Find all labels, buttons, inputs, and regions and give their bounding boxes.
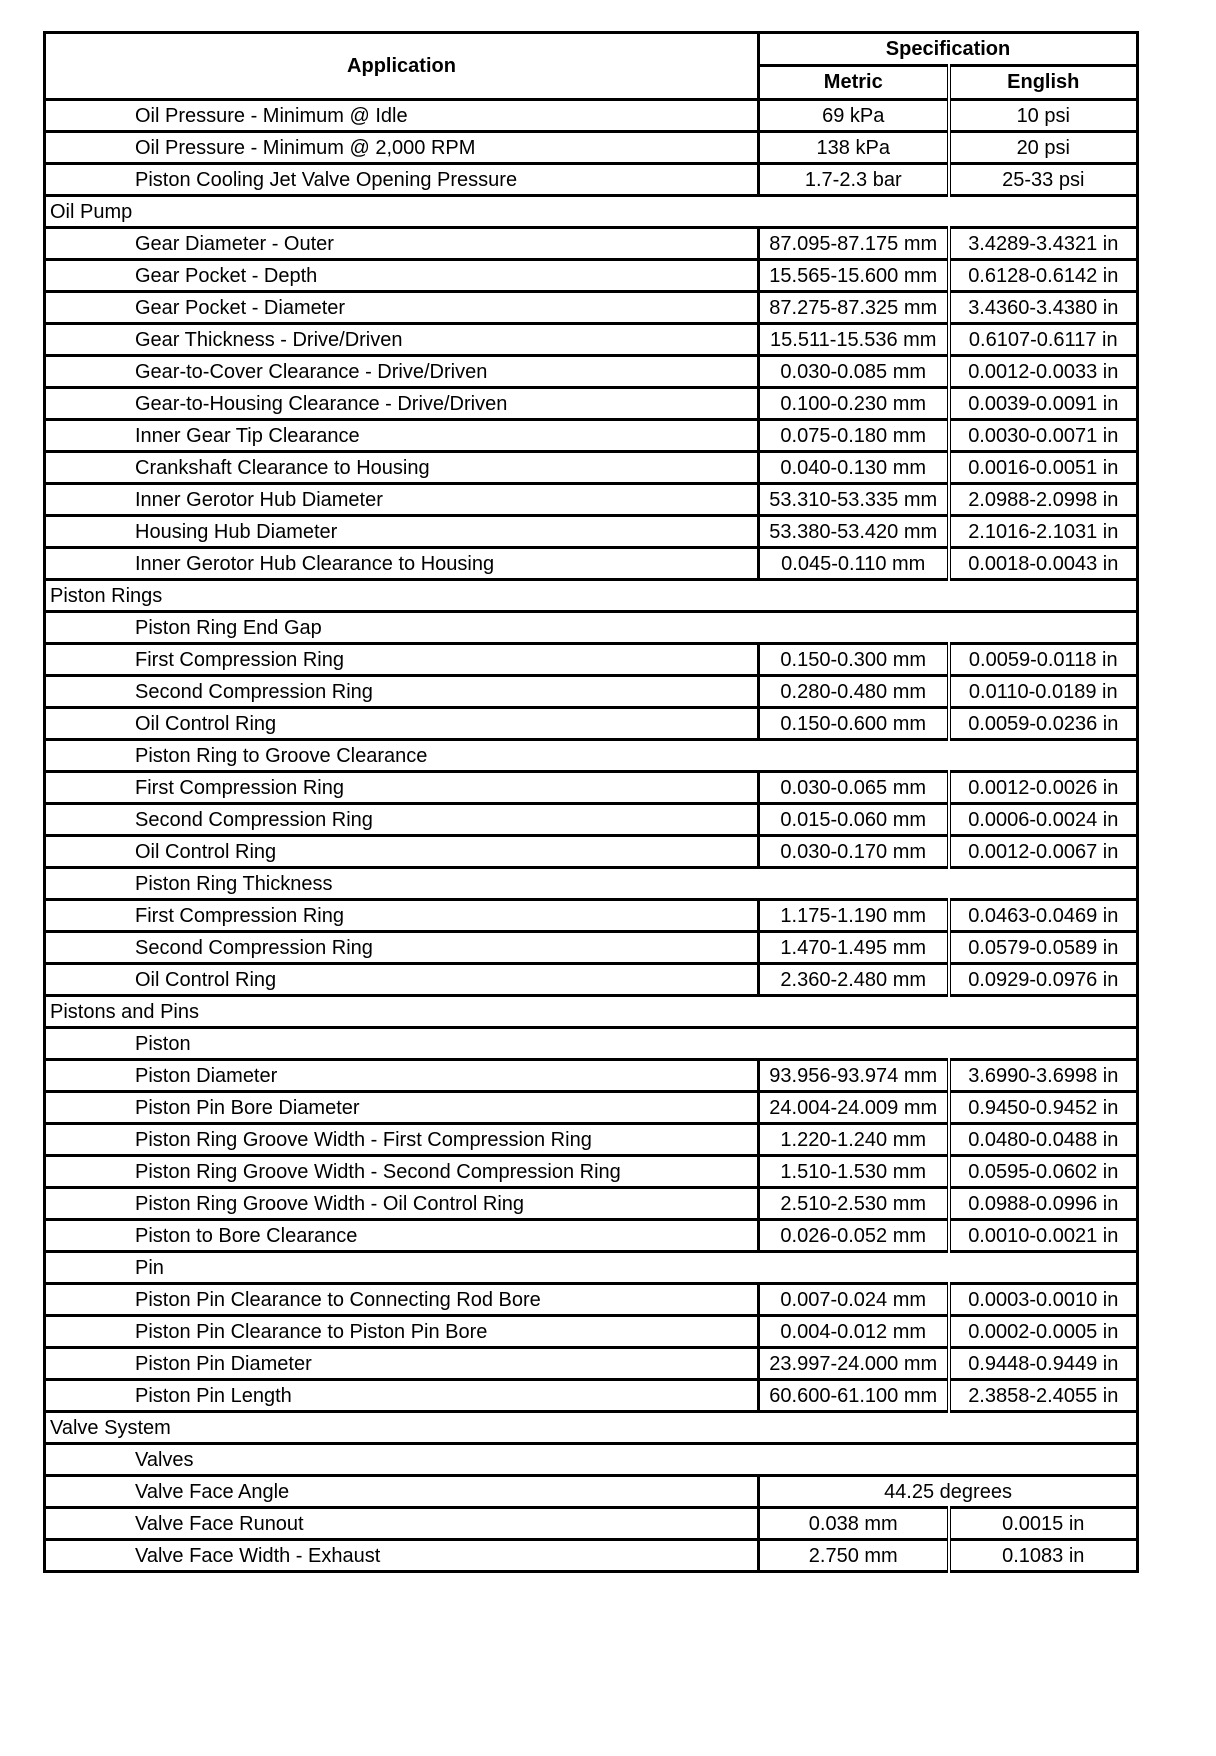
metric-value: 0.030-0.085 mm [759,356,949,388]
table-row [45,1124,1138,1156]
application-label: Second Compression Ring [45,932,759,964]
application-label: Gear-to-Housing Clearance - Drive/Driven [45,388,759,420]
subsection-row [45,1028,1138,1060]
table-row [45,804,1138,836]
metric-value: 1.175-1.190 mm [759,900,949,932]
subsection-row [45,740,1138,772]
application-label: Gear Pocket - Depth [45,260,759,292]
table-row [45,1380,1138,1412]
metric-value: 0.026-0.052 mm [759,1220,949,1252]
application-label: Valve Face Width - Exhaust [45,1540,759,1572]
english-value: 0.0018-0.0043 in [949,548,1138,580]
english-value: 3.6990-3.6998 in [949,1060,1138,1092]
english-value: 0.0016-0.0051 in [949,452,1138,484]
header-english: English [949,65,1138,99]
english-value: 0.0110-0.0189 in [949,676,1138,708]
application-label: Piston Ring Groove Width - First Compression Ring [45,1124,759,1156]
header-specification: Specification [759,33,1138,66]
english-value: 0.0030-0.0071 in [949,420,1138,452]
application-label: Oil Pressure - Minimum @ Idle [45,100,759,132]
subsection-title: Piston [45,1028,1138,1060]
subsection-title: Piston Ring to Groove Clearance [45,740,1138,772]
application-label: Gear Thickness - Drive/Driven [45,324,759,356]
application-label: Valve Face Runout [45,1508,759,1540]
english-value: 0.1083 in [949,1540,1138,1572]
application-label: Piston Pin Clearance to Piston Pin Bore [45,1316,759,1348]
table-row [45,484,1138,516]
english-value: 2.1016-2.1031 in [949,516,1138,548]
english-value: 0.0010-0.0021 in [949,1220,1138,1252]
metric-value: 0.100-0.230 mm [759,388,949,420]
application-label: Crankshaft Clearance to Housing [45,452,759,484]
metric-value: 0.280-0.480 mm [759,676,949,708]
table-row [45,260,1138,292]
english-value: 2.3858-2.4055 in [949,1380,1138,1412]
metric-value: 87.095-87.175 mm [759,228,949,260]
application-label: Piston Pin Clearance to Connecting Rod Bore [45,1284,759,1316]
metric-value: 0.015-0.060 mm [759,804,949,836]
metric-value: 2.750 mm [759,1540,949,1572]
subsection-title: Piston Ring End Gap [45,612,1138,644]
metric-value: 1.220-1.240 mm [759,1124,949,1156]
metric-value: 93.956-93.974 mm [759,1060,949,1092]
table-row [45,1220,1138,1252]
table-row [45,708,1138,740]
spec-value: 44.25 degrees [759,1476,1138,1508]
english-value: 0.0015 in [949,1508,1138,1540]
table-row [45,1540,1138,1572]
english-value: 20 psi [949,132,1138,164]
subsection-row [45,1252,1138,1284]
application-label: Gear Diameter - Outer [45,228,759,260]
english-value: 0.0059-0.0118 in [949,644,1138,676]
english-value: 3.4289-3.4321 in [949,228,1138,260]
section-row [45,196,1138,228]
metric-value: 0.150-0.300 mm [759,644,949,676]
table-body [45,100,1138,1572]
metric-value: 0.075-0.180 mm [759,420,949,452]
table-row [45,964,1138,996]
metric-value: 15.511-15.536 mm [759,324,949,356]
metric-value: 15.565-15.600 mm [759,260,949,292]
table-row [45,1060,1138,1092]
application-label: Piston Pin Length [45,1380,759,1412]
english-value: 0.0988-0.0996 in [949,1188,1138,1220]
english-value: 0.0579-0.0589 in [949,932,1138,964]
metric-value: 0.038 mm [759,1508,949,1540]
table-row [45,932,1138,964]
english-value: 25-33 psi [949,164,1138,196]
application-label: Piston Pin Bore Diameter [45,1092,759,1124]
table-row [45,772,1138,804]
english-value: 3.4360-3.4380 in [949,292,1138,324]
table-row [45,644,1138,676]
english-value: 0.0002-0.0005 in [949,1316,1138,1348]
table-row [45,1316,1138,1348]
english-value: 0.0039-0.0091 in [949,388,1138,420]
subsection-row [45,868,1138,900]
english-value: 0.9450-0.9452 in [949,1092,1138,1124]
table-row [45,1188,1138,1220]
application-label: First Compression Ring [45,900,759,932]
metric-value: 138 kPa [759,132,949,164]
application-label: Oil Control Ring [45,836,759,868]
english-value: 0.6107-0.6117 in [949,324,1138,356]
metric-value: 0.040-0.130 mm [759,452,949,484]
table-row [45,1092,1138,1124]
metric-value: 69 kPa [759,100,949,132]
metric-value: 53.310-53.335 mm [759,484,949,516]
application-label: Gear Pocket - Diameter [45,292,759,324]
english-value: 0.0929-0.0976 in [949,964,1138,996]
metric-value: 1.7-2.3 bar [759,164,949,196]
application-label: Piston Ring Groove Width - Oil Control Ring [45,1188,759,1220]
section-title: Oil Pump [45,196,1138,228]
english-value: 0.0012-0.0067 in [949,836,1138,868]
metric-value: 1.510-1.530 mm [759,1156,949,1188]
english-value: 0.0059-0.0236 in [949,708,1138,740]
table-row [45,388,1138,420]
table-row [45,452,1138,484]
table-row [45,1508,1138,1540]
english-value: 0.0480-0.0488 in [949,1124,1138,1156]
table-row [45,100,1138,132]
application-label: Piston Cooling Jet Valve Opening Pressure [45,164,759,196]
application-label: Piston Diameter [45,1060,759,1092]
application-label: Gear-to-Cover Clearance - Drive/Driven [45,356,759,388]
specification-table [43,31,1139,1573]
table-row [45,1156,1138,1188]
table-row [45,548,1138,580]
section-row [45,1412,1138,1444]
metric-value: 23.997-24.000 mm [759,1348,949,1380]
subsection-row [45,1444,1138,1476]
table-row [45,1348,1138,1380]
table-row [45,836,1138,868]
section-title: Piston Rings [45,580,1138,612]
application-label: Piston Pin Diameter [45,1348,759,1380]
metric-value: 24.004-24.009 mm [759,1092,949,1124]
table-row [45,324,1138,356]
metric-value: 2.360-2.480 mm [759,964,949,996]
subsection-title: Pin [45,1252,1138,1284]
application-label: Second Compression Ring [45,676,759,708]
metric-value: 0.030-0.170 mm [759,836,949,868]
english-value: 10 psi [949,100,1138,132]
table-row [45,292,1138,324]
application-label: Inner Gerotor Hub Diameter [45,484,759,516]
metric-value: 0.007-0.024 mm [759,1284,949,1316]
header-metric: Metric [759,65,949,99]
table-row [45,228,1138,260]
metric-value: 60.600-61.100 mm [759,1380,949,1412]
subsection-title: Piston Ring Thickness [45,868,1138,900]
table-row [45,516,1138,548]
metric-value: 2.510-2.530 mm [759,1188,949,1220]
application-label: Oil Control Ring [45,708,759,740]
metric-value: 87.275-87.325 mm [759,292,949,324]
english-value: 0.6128-0.6142 in [949,260,1138,292]
application-label: Valve Face Angle [45,1476,759,1508]
table-header [45,33,1138,100]
application-label: First Compression Ring [45,644,759,676]
table-row [45,1476,1138,1508]
table-row [45,356,1138,388]
english-value: 0.0595-0.0602 in [949,1156,1138,1188]
section-row [45,996,1138,1028]
table-row [45,164,1138,196]
metric-value: 0.045-0.110 mm [759,548,949,580]
table-row [45,900,1138,932]
table-row [45,676,1138,708]
application-label: Second Compression Ring [45,804,759,836]
english-value: 0.0012-0.0026 in [949,772,1138,804]
metric-value: 1.470-1.495 mm [759,932,949,964]
application-label: Piston Ring Groove Width - Second Compression Ring [45,1156,759,1188]
section-title: Valve System [45,1412,1138,1444]
english-value: 0.9448-0.9449 in [949,1348,1138,1380]
english-value: 0.0012-0.0033 in [949,356,1138,388]
application-label: Housing Hub Diameter [45,516,759,548]
subsection-row [45,612,1138,644]
table-row [45,420,1138,452]
metric-value: 0.004-0.012 mm [759,1316,949,1348]
metric-value: 0.030-0.065 mm [759,772,949,804]
english-value: 0.0003-0.0010 in [949,1284,1138,1316]
application-label: Piston to Bore Clearance [45,1220,759,1252]
english-value: 2.0988-2.0998 in [949,484,1138,516]
table-row [45,132,1138,164]
section-row [45,580,1138,612]
metric-value: 0.150-0.600 mm [759,708,949,740]
application-label: First Compression Ring [45,772,759,804]
english-value: 0.0463-0.0469 in [949,900,1138,932]
application-label: Oil Pressure - Minimum @ 2,000 RPM [45,132,759,164]
application-label: Inner Gerotor Hub Clearance to Housing [45,548,759,580]
header-application: Application [45,33,759,100]
metric-value: 53.380-53.420 mm [759,516,949,548]
table-row [45,1284,1138,1316]
english-value: 0.0006-0.0024 in [949,804,1138,836]
application-label: Inner Gear Tip Clearance [45,420,759,452]
subsection-title: Valves [45,1444,1138,1476]
section-title: Pistons and Pins [45,996,1138,1028]
application-label: Oil Control Ring [45,964,759,996]
